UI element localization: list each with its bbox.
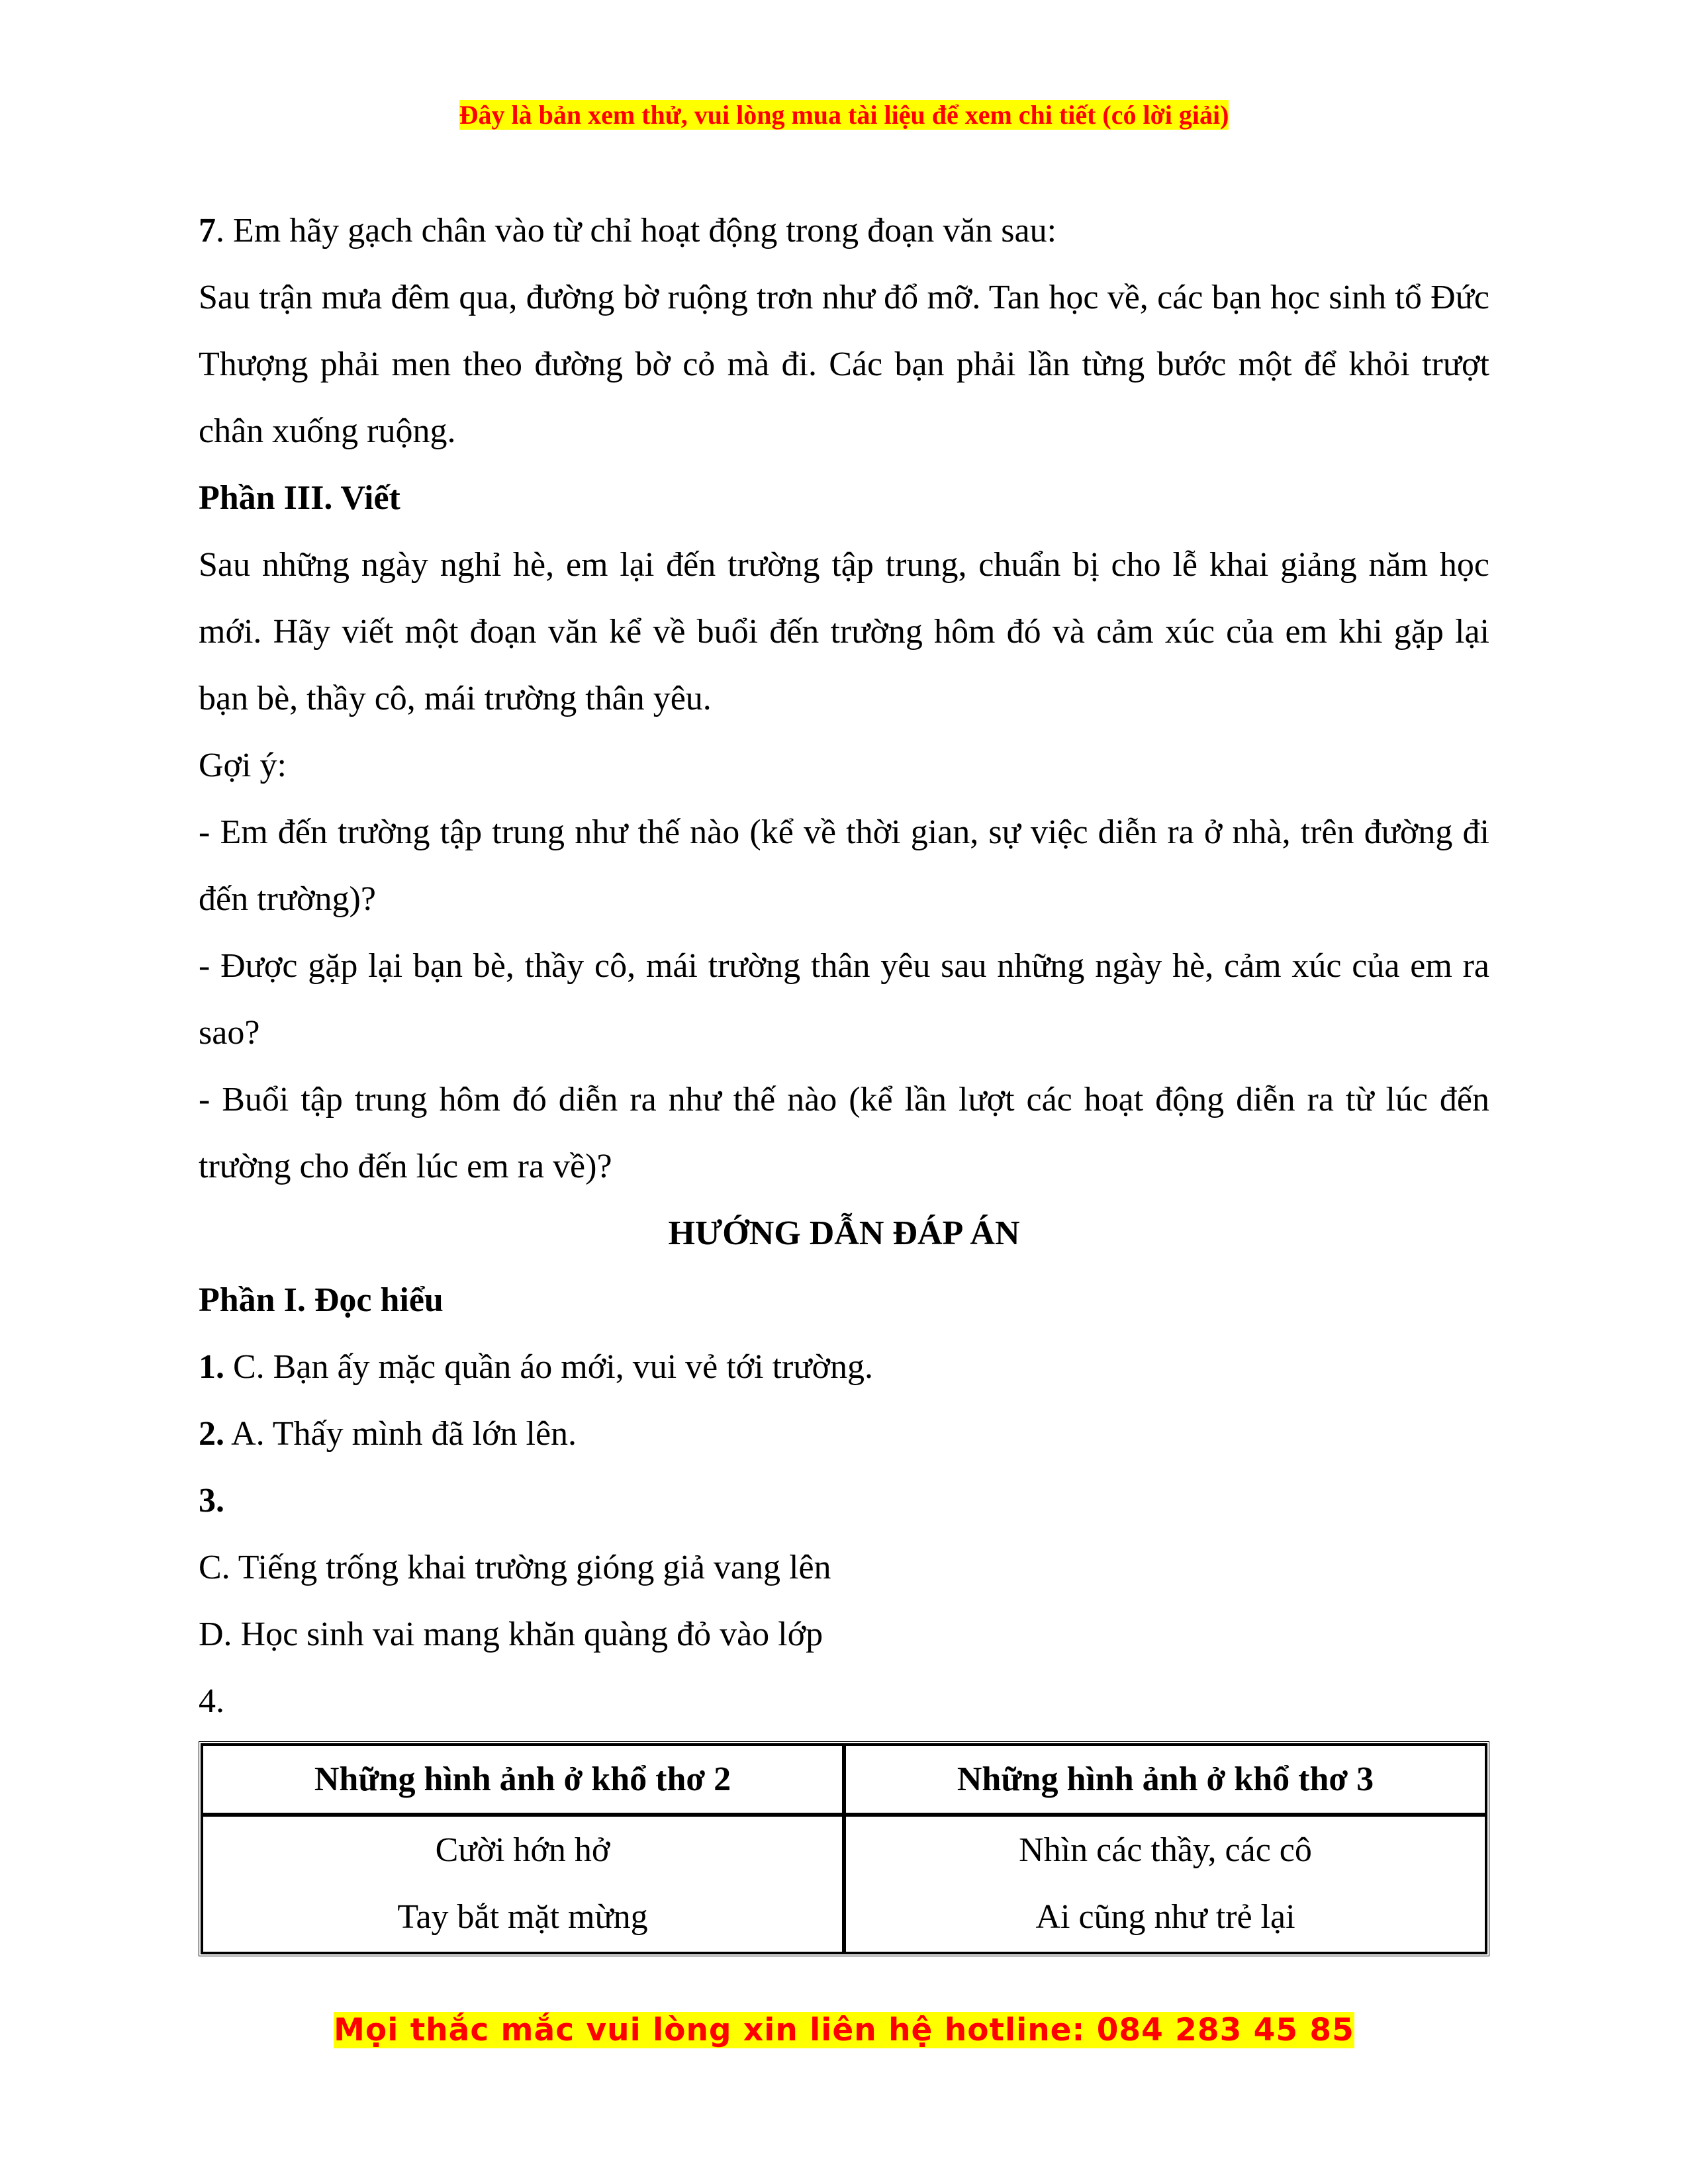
answer-3-number: 3. [199,1482,224,1520]
answer-3-option-d: D. Học sinh vai mang khăn quàng đỏ vào lớp [199,1615,823,1653]
question-7-passage: Sau trận mưa đêm qua, đường bờ ruộng trơn như đổ mỡ. Tan học về, các bạn học sinh tổ Đức Thượng phải men theo đường bờ cỏ mà đi. Các bạn phải lần từng bước một để khỏi trượt chân xuống ruộng. [199,279,1489,450]
answer-4-table [199,1741,1489,1956]
answer-2-number: 2. [199,1415,224,1453]
table-cell-line: Nhìn các thầy, các cô [1019,1831,1312,1869]
answer-4-number: 4. [199,1682,224,1720]
hint-item: - Em đến trường tập trung như thế nào (kể về thời gian, sự việc diễn ra ở nhà, trên đường đi đến trường)? [199,813,1489,918]
question-7-number: 7 [199,212,216,250]
answer-1 [199,1334,1489,1400]
hotline-banner-text: Mọi thắc mắc vui lòng xin liên hệ hotline: 084 283 45 85 [334,2012,1354,2048]
part-3-task: Sau những ngày nghỉ hè, em lại đến trường tập trung, chuẩn bị cho lễ khai giảng năm học mới. Hãy viết một đoạn văn kể về buổi đến trường hôm đó và cảm xúc của em khi gặp lại bạn bè, thầy cô, mái trường thân yêu. [199,546,1489,717]
part-1-heading: Phần I. Đọc hiểu [199,1281,444,1319]
hint-item: - Được gặp lại bạn bè, thầy cô, mái trường thân yêu sau những ngày hè, cảm xúc của em ra sao? [199,947,1489,1052]
table-cell-line: Ai cũng như trẻ lại [1035,1898,1295,1936]
question-7-text: . Em hãy gạch chân vào từ chỉ hoạt động trong đoạn văn sau: [216,212,1057,250]
hint-item: - Buổi tập trung hôm đó diễn ra như thế nào (kể lần lượt các hoạt động diễn ra từ lúc đến trường cho đến lúc em ra về)? [199,1081,1489,1185]
table-header-row [201,1744,1487,1815]
answer-1-number: 1. [199,1348,224,1386]
preview-banner [0,99,1688,130]
document-body [199,197,1489,1956]
answers-title: HƯỚNG DẪN ĐÁP ÁN [668,1214,1020,1252]
answer-2 [199,1400,1489,1467]
table-cell-line: Cười hớn hở [435,1831,610,1869]
answer-1-text: C. Bạn ấy mặc quần áo mới, vui vẻ tới trường. [224,1348,874,1386]
part-3-heading: Phần III. Viết [199,479,400,517]
hint-label: Gợi ý: [199,747,287,784]
answer-2-text: A. Thấy mình đã lớn lên. [224,1415,577,1453]
answer-3-option-c: C. Tiếng trống khai trường gióng giả vang lên [199,1549,831,1586]
preview-banner-text: Đây là bản xem thử, vui lòng mua tài liệu để xem chi tiết (có lời giải) [459,100,1229,130]
table-cell-stanza-3 [844,1815,1487,1954]
table-cell-stanza-2 [201,1815,844,1954]
table-header-cell: Những hình ảnh ở khổ thơ 3 [844,1744,1487,1815]
question-7-prompt [199,197,1489,264]
table-header-cell: Những hình ảnh ở khổ thơ 2 [201,1744,844,1815]
table-cell-line: Tay bắt mặt mừng [397,1898,648,1936]
table-row [201,1815,1487,1954]
hotline-banner [0,2012,1688,2048]
